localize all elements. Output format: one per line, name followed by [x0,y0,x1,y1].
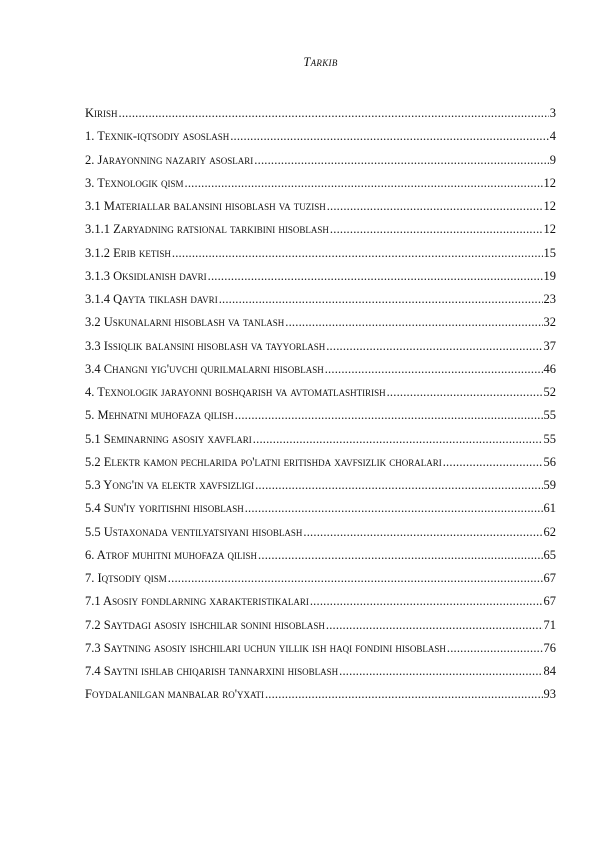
toc-entry-label: 7.4 Saytni ishlab chiqarish tannarxini hisoblash [85,664,339,678]
toc-entry[interactable] [85,664,556,687]
toc-entry-label: 5.3 Yong'in va elektr xavfsizligi [85,478,255,492]
toc-dot-leader [326,339,542,354]
toc-entry-label: 3. Texnologik qism [85,175,184,190]
toc-entry-page-number: 56 [543,454,556,469]
toc-entry[interactable] [85,455,556,478]
toc-entry[interactable] [85,339,556,362]
toc-dot-leader [219,292,543,307]
toc-dot-leader [447,641,543,656]
toc-dot-leader [185,176,543,191]
toc-entry[interactable] [85,222,556,245]
toc-entry-page-number: 32 [543,315,556,330]
toc-dot-leader [265,687,543,702]
toc-entry[interactable] [85,594,556,617]
toc-dot-leader [254,153,548,168]
toc-entry-page-number: 67 [543,594,556,609]
toc-entry[interactable] [85,501,556,524]
toc-dot-leader [253,432,543,447]
toc-entry[interactable] [85,246,556,269]
toc-entry-label: 7.2 Saytdagi asosiy ishchilar sonini hisoblash [85,617,325,632]
toc-entry-label: 6. Atrof muhitni muhofaza qilish [85,547,258,562]
toc-entry-page-number: 46 [543,361,556,376]
toc-entry-page-number: 76 [543,640,556,655]
toc-entry[interactable] [85,199,556,222]
toc-entry-page-number: 23 [543,292,556,306]
toc-dot-leader [119,106,549,121]
toc-dot-leader [387,385,543,400]
toc-entry-label: 5.1 Seminarning asosiy xavflari [85,431,252,446]
toc-dot-leader [330,222,543,237]
toc-entry-label: 3.2 Uskunalarni hisoblash va tanlash [85,315,285,330]
toc-dot-leader [245,501,543,516]
toc-list [85,106,556,711]
toc-dot-leader [443,455,543,470]
toc-entry[interactable] [85,408,556,431]
toc-entry-label: 3.1 Materiallar balansini hisoblash va tuzish [85,199,326,213]
toc-entry-label: 3.1.3 Oksidlanish davri [85,268,207,283]
toc-entry-page-number: 59 [543,478,556,492]
toc-entry-label: 5.2 Elektr kamon pechlarida po'latni eritishda xavfsizlik choralari [85,454,442,469]
toc-dot-leader [230,129,549,144]
toc-entry[interactable] [85,292,556,315]
toc-entry-label: 3.1.1 Zaryadning ratsional tarkibini hisoblash [85,222,329,237]
toc-entry[interactable] [85,525,556,548]
toc-entry[interactable] [85,687,556,710]
toc-dot-leader [339,664,542,679]
toc-entry-page-number: 15 [543,245,556,260]
toc-dot-leader [172,246,543,261]
toc-entry-page-number: 62 [543,524,556,539]
toc-dot-leader [310,594,543,609]
toc-entry-page-number: 93 [543,687,556,702]
toc-entry[interactable] [85,315,556,338]
toc-entry[interactable] [85,478,556,501]
toc-entry[interactable] [85,618,556,641]
toc-entry[interactable] [85,362,556,385]
toc-entry-page-number: 12 [543,222,556,237]
toc-entry-page-number: 9 [549,152,556,167]
toc-entry-page-number: 12 [543,175,556,190]
toc-entry-label: 4. Texnologik jarayonni boshqarish va avtomatlashtirish [85,385,386,399]
toc-entry-page-number: 65 [543,547,556,562]
toc-entry[interactable] [85,385,556,408]
toc-entry-label: 3.1.2 Erib ketish [85,245,171,260]
toc-dot-leader [235,408,543,423]
toc-dot-leader [168,571,543,586]
toc-entry-label: 5. Mehnatni muhofaza qilish [85,408,234,423]
toc-entry-page-number: 4 [549,129,556,144]
toc-dot-leader [303,525,542,540]
toc-entry[interactable] [85,106,556,129]
toc-entry[interactable] [85,432,556,455]
toc-entry-label: 5.5 Ustaxonada ventilyatsiyani hisoblash [85,524,303,539]
toc-entry-page-number: 55 [543,408,556,423]
toc-entry-label: Foydalanilgan manbalar ro'yxati [85,687,264,702]
toc-entry-page-number: 84 [543,664,556,678]
toc-entry[interactable] [85,129,556,152]
toc-entry[interactable] [85,153,556,176]
toc-entry[interactable] [85,269,556,292]
toc-dot-leader [285,315,542,330]
toc-entry-page-number: 19 [543,268,556,283]
document-page [85,0,556,842]
toc-entry-label: 3.4 Changni yig'uvchi qurilmalarni hisoblash [85,361,324,376]
toc-entry-label: 5.4 Sun'iy yoritishni hisoblash [85,501,244,516]
toc-entry-label: 2. Jarayonning nazariy asoslari [85,152,254,167]
toc-entry-page-number: 37 [543,338,556,353]
toc-entry-label: 3.1.4 Qayta tiklash davri [85,292,218,306]
toc-entry-page-number: 52 [543,385,556,399]
toc-dot-leader [327,199,543,214]
toc-entry-label: Kirish [85,106,118,120]
toc-entry-label: 7. Iqtsodiy qism [85,571,167,585]
toc-dot-leader [255,478,542,493]
toc-entry-page-number: 12 [543,199,556,213]
toc-title: Tarkib [303,55,338,69]
toc-entry[interactable] [85,548,556,571]
toc-dot-leader [326,618,543,633]
toc-entry-label: 7.3 Saytning asosiy ishchilari uchun yillik ish haqi fondini hisoblash [85,640,446,655]
toc-entry-label: 3.3 Issiqlik balansini hisoblash va tayyorlash [85,338,326,353]
toc-entry[interactable] [85,571,556,594]
toc-entry[interactable] [85,176,556,199]
toc-entry[interactable] [85,641,556,664]
toc-entry-page-number: 71 [543,617,556,632]
toc-entry-page-number: 3 [549,106,556,120]
toc-entry-page-number: 61 [543,501,556,516]
toc-entry-page-number: 55 [543,431,556,446]
toc-dot-leader [258,548,542,563]
toc-dot-leader [208,269,543,284]
toc-entry-page-number: 67 [543,571,556,585]
toc-dot-leader [325,362,543,377]
toc-entry-label: 7.1 Asosiy fondlarning xarakteristikalari [85,594,309,609]
toc-entry-label: 1. Texnik-iqtsodiy asoslash [85,129,230,144]
